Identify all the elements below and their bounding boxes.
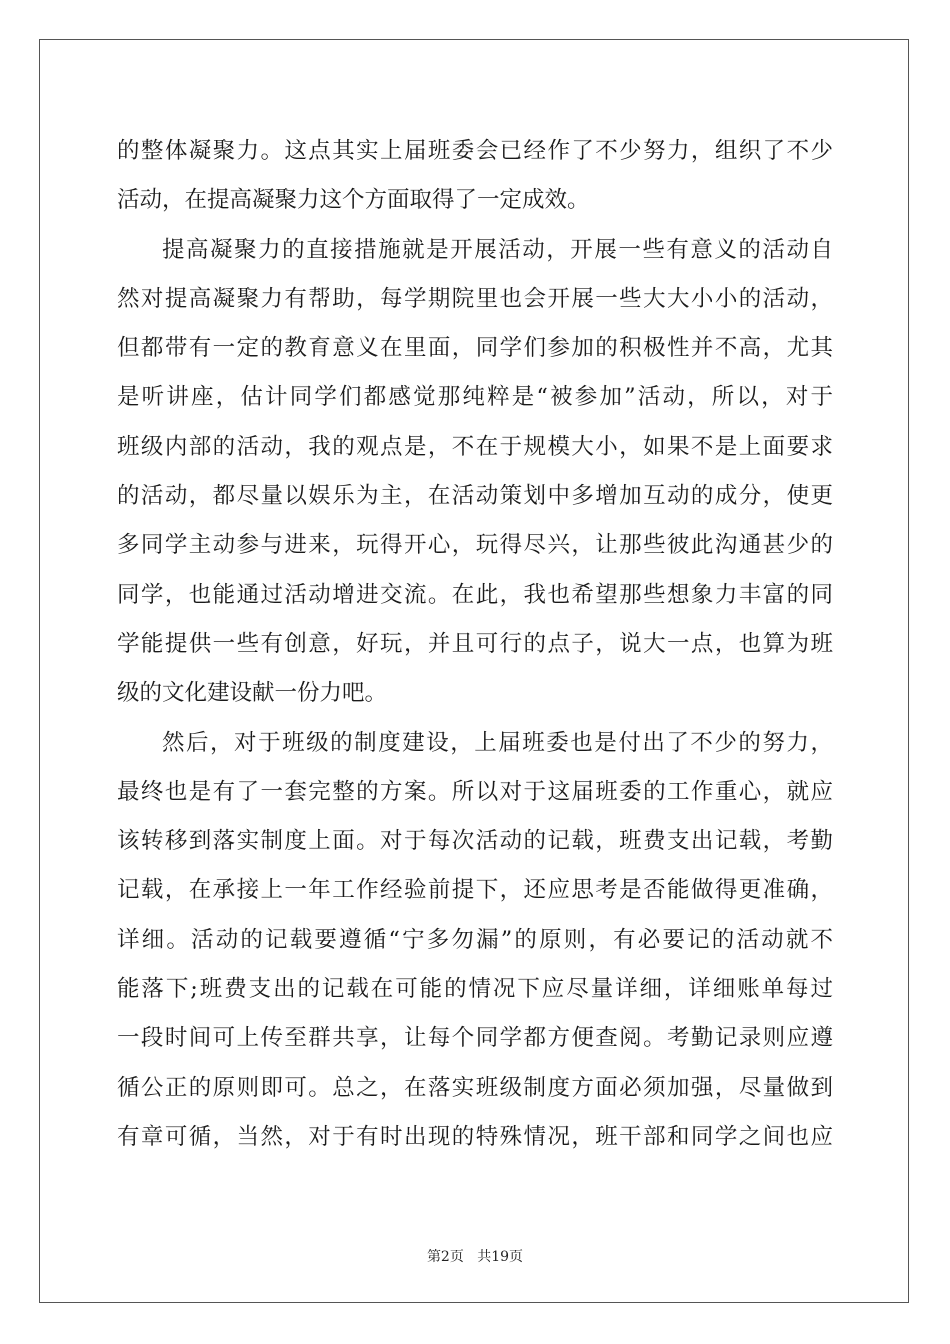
- text-line: 该转移到落实制度上面。对于每次活动的记载，班费支出记载，考勤: [117, 828, 833, 855]
- text-line: 是听讲座，估计同学们都感觉那纯粹是“被参加”活动，所以，对于: [117, 384, 833, 411]
- text-line: 记载，在承接上一年工作经验前提下，还应思考是否能做得更准确，: [117, 877, 833, 904]
- document-body: [117, 127, 833, 1162]
- text-line: 循公正的原则即可。总之，在落实班级制度方面必须加强，尽量做到: [117, 1074, 833, 1101]
- text-line: 的整体凝聚力。这点其实上届班委会已经作了不少努力，组织了不少: [117, 138, 833, 164]
- text-line: 能落下;班费支出的记载在可能的情况下应尽量详细，详细账单每过: [117, 976, 833, 1003]
- text-line: 一段时间可上传至群共享，让每个同学都方便查阅。考勤记录则应遵: [117, 1025, 833, 1052]
- text-line: 班级内部的活动，我的观点是，不在于规模大小，如果不是上面要求: [117, 433, 833, 460]
- text-line: 然后，对于班级的制度建设，上届班委也是付出了不少的努力，: [162, 729, 833, 756]
- text-line: 但都带有一定的教育意义在里面，同学们参加的积极性并不高，尤其: [117, 335, 833, 362]
- text-line: 多同学主动参与进来，玩得开心，玩得尽兴，让那些彼此沟通甚少的: [117, 532, 833, 559]
- page-number: 第2页: [426, 1249, 464, 1265]
- text-line: 级的文化建设献一份力吧。: [117, 680, 388, 707]
- text-line: 活动，在提高凝聚力这个方面取得了一定成效。: [117, 187, 590, 214]
- text-line: 同学，也能通过活动增进交流。在此，我也希望那些想象力丰富的同: [117, 581, 833, 608]
- text-line: 的活动，都尽量以娱乐为主，在活动策划中多增加互动的成分，使更: [117, 483, 833, 510]
- text-line: 有章可循，当然，对于有时出现的特殊情况，班干部和同学之间也应: [117, 1123, 833, 1150]
- text-line: 提高凝聚力的直接措施就是开展活动，开展一些有意义的活动自: [162, 236, 833, 263]
- footer-spacer: [464, 1249, 477, 1265]
- text-line: 详细。活动的记载要遵循“宁多勿漏”的原则，有必要记的活动就不: [117, 926, 833, 953]
- text-line: 学能提供一些有创意，好玩，并且可行的点子，说大一点，也算为班: [117, 630, 833, 657]
- page-total: 共19页: [477, 1249, 524, 1265]
- page-footer: [0, 1246, 950, 1266]
- text-line: 最终也是有了一套完整的方案。所以对于这届班委的工作重心，就应: [117, 778, 833, 805]
- text-line: 然对提高凝聚力有帮助，每学期院里也会开展一些大大小小的活动，: [117, 285, 833, 312]
